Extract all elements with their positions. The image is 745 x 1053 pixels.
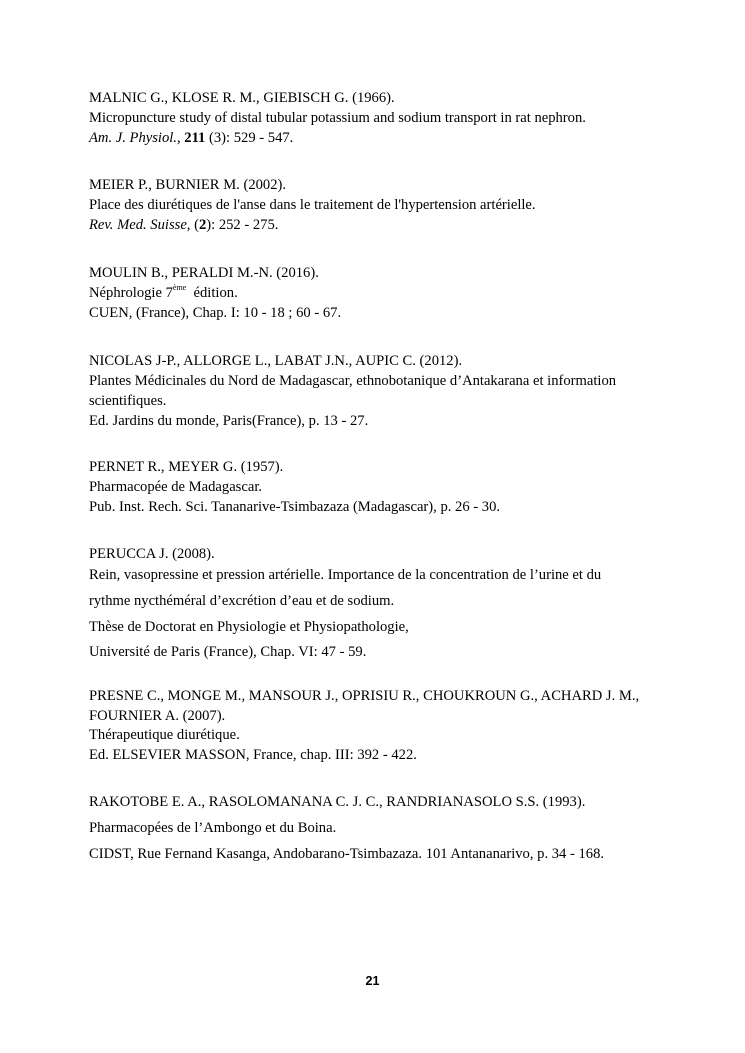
reference-title-cont: rythme nycthéméral d’excrétion d’eau et de sodium. [89,593,395,609]
reference-authors: MALNIC G., KLOSE R. M., GIEBISCH G. (1966). [89,90,395,106]
title-text: Néphrologie 7 [89,285,173,301]
journal-issue-open: ( [190,217,199,233]
reference-authors-cont: FOURNIER A. (2007). [89,708,226,724]
reference-authors: PRESNE C., MONGE M., MANSOUR J., OPRISIU R., CHOUKROUN G., ACHARD J. M., [89,688,640,704]
reference-source: CUEN, (France), Chap. I: 10 - 18 ; 60 - 67. [89,305,342,321]
reference-thesis: Thèse de Doctorat en Physiologie et Physiopathologie, [89,619,409,635]
reference-title-cont: scientifiques. [89,393,167,409]
reference-source [89,129,293,147]
reference-title: Thérapeutique diurétique. [89,727,240,743]
reference-title: Micropuncture study of distal tubular potassium and sodium transport in rat nephron. [89,110,586,126]
journal-volume: 2 [198,217,207,233]
reference-title: Place des diurétiques de l'anse dans le traitement de l'hypertension artérielle. [89,197,536,213]
superscript: ème [172,283,187,292]
reference-title: Pharmacopée de Madagascar. [89,479,263,495]
reference-authors: NICOLAS J-P., ALLORGE L., LABAT J.N., AUPIC C. (2012). [89,353,463,369]
reference-authors: MOULIN B., PERALDI M.-N. (2016). [89,265,319,281]
reference-title [89,284,238,302]
reference-source: CIDST, Rue Fernand Kasanga, Andobarano-Tsimbazaza. 101 Antananarivo, p. 34 - 168. [89,846,605,862]
reference-source: Ed. ELSEVIER MASSON, France, chap. III: 392 - 422. [89,747,417,763]
journal-name: Rev. Med. Suisse, [89,217,191,233]
page-number: 21 [365,974,380,988]
journal-pages: ): 252 - 275. [206,217,279,233]
reference-title: Rein, vasopressine et pression artérielle. Importance de la concentration de l’urine et du [89,567,602,583]
journal-name: Am. J. Physiol., [89,130,181,146]
reference-title: Plantes Médicinales du Nord de Madagascar, ethnobotanique d’Antakarana et information [89,373,617,389]
reference-authors: PERUCCA J. (2008). [89,546,215,562]
reference-source: Ed. Jardins du monde, Paris(France), p. 13 - 27. [89,413,369,429]
reference-authors: RAKOTOBE E. A., RASOLOMANANA C. J. C., RANDRIANASOLO S.S. (1993). [89,794,586,810]
reference-authors: PERNET R., MEYER G. (1957). [89,459,284,475]
reference-authors: MEIER P., BURNIER M. (2002). [89,177,287,193]
journal-pages: (3): 529 - 547. [205,130,294,146]
reference-title: Pharmacopées de l’Ambongo et du Boina. [89,820,337,836]
title-text-end: édition. [186,285,238,301]
journal-volume: 211 [184,130,206,146]
reference-source: Université de Paris (France), Chap. VI: 47 - 59. [89,644,367,660]
reference-source: Pub. Inst. Rech. Sci. Tananarive-Tsimbazaza (Madagascar), p. 26 - 30. [89,499,501,515]
reference-source [89,216,278,234]
